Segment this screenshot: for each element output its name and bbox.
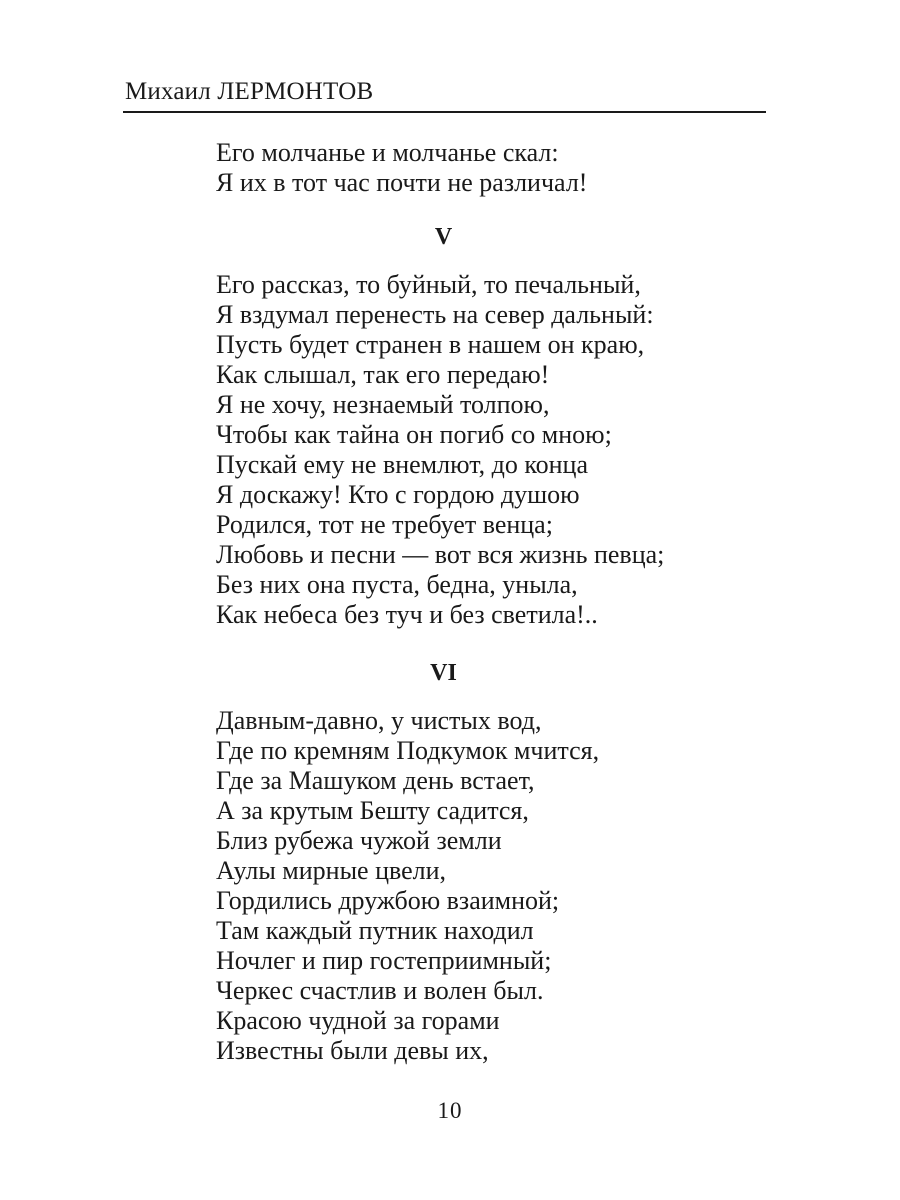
- section-heading-v: V: [434, 224, 453, 250]
- verse-line: Где по кремням Подкумок мчится,: [216, 736, 600, 765]
- verse-line: Родился, тот не требует венца;: [216, 510, 553, 539]
- stanza-vi: [216, 706, 776, 1066]
- verse-line: Близ рубежа чужой земли: [216, 826, 502, 855]
- verse-line: Пусть будет странен в нашем он краю,: [216, 330, 645, 359]
- verse-line: Ночлег и пир гостеприимный;: [216, 946, 552, 975]
- verse-line: Пускай ему не внемлют, до конца: [216, 450, 589, 479]
- verse-line: Его молчанье и молчанье скал:: [216, 138, 559, 167]
- verse-line: Где за Машуком день встает,: [216, 766, 535, 795]
- page-number: 10: [437, 1098, 463, 1123]
- verse-line: Давным-давно, у чистых вод,: [216, 706, 542, 735]
- stanza-v: [216, 270, 776, 630]
- verse-line: А за крутым Бешту садится,: [216, 796, 529, 825]
- verse-line: Как слышал, так его передаю!: [216, 360, 550, 389]
- verse-line: Без них она пуста, бедна, уныла,: [216, 570, 578, 599]
- verse-line: Его рассказ, то буйный, то печальный,: [216, 270, 641, 299]
- verse-line: Там каждый путник находил: [216, 916, 534, 945]
- verse-line: Я вздумал перенесть на север дальный:: [216, 300, 654, 329]
- verse-line: Гордились дружбою взаимной;: [216, 886, 560, 915]
- verse-line: Я не хочу, незнаемый толпою,: [216, 390, 550, 419]
- stanza-intro: [216, 138, 776, 198]
- section-heading-vi: VI: [430, 660, 457, 686]
- verse-line: Любовь и песни — вот вся жизнь певца;: [216, 540, 665, 569]
- header-rule: [123, 111, 766, 113]
- verse-line: Как небеса без туч и без светила!..: [216, 600, 598, 629]
- verse-line: Я доскажу! Кто с гордою душою: [216, 480, 580, 509]
- verse-line: Известны были девы их,: [216, 1036, 489, 1065]
- verse-line: Аулы мирные цвели,: [216, 856, 447, 885]
- verse-line: Я их в тот час почти не различал!: [216, 168, 588, 197]
- poem-body: [216, 138, 776, 1066]
- running-header-author: Михаил ЛЕРМОНТОВ: [125, 78, 374, 105]
- verse-line: Черкес счастлив и волен был.: [216, 976, 544, 1005]
- verse-line: Чтобы как тайна он погиб со мною;: [216, 420, 612, 449]
- verse-line: Красою чудной за горами: [216, 1006, 500, 1035]
